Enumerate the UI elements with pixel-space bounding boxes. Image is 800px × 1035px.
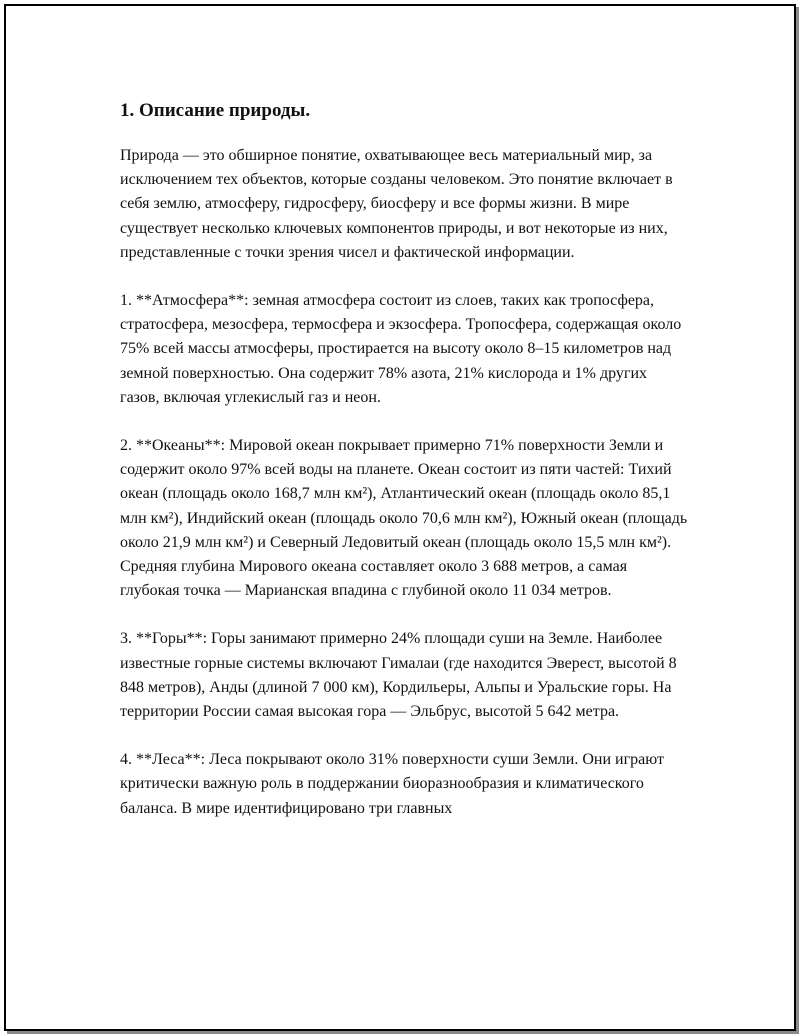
mountains-paragraph: 3. **Горы**: Горы занимают примерно 24% площади суши на Земле. Наиболее известные горные системы включают Гималаи (где находится Эверест, высотой 8 848 метров), Анды (длиной 7 000 км), Кордильеры, Альпы и Уральские горы. На территории России самая высокая гора — Эльбрус, высотой 5 642 метра. xyxy=(120,630,677,721)
intro-paragraph: Природа — это обширное понятие, охватывающее весь материальный мир, за исключением тех объектов, которые созданы человеком. Это понятие включает в себя землю, атмосферу, гидросферу, биосферу и все формы жизни. В мире существует несколько ключевых компонентов природы, и вот некоторые из них, представленные с точки зрения чисел и фактической информации. xyxy=(120,147,673,261)
atmosphere-paragraph: 1. **Атмосфера**: земная атмосфера состоит из слоев, таких как тропосфера, стратосфера, мезосфера, термосфера и экзосфера. Тропосфера, содержащая около 75% всей массы атмосферы, простирается на высоту около 8–15 километров над земной поверхностью. Она содержит 78% азота, 21% кислорода и 1% других газов, включая углекислый газ и неон. xyxy=(120,292,682,406)
oceans-paragraph: 2. **Океаны**: Мировой океан покрывает примерно 71% поверхности Земли и содержит около 97% всей воды на планете. Океан состоит из пяти частей: Тихий океан (площадь около 168,7 млн км²), Атлантический океан (площадь около 85,1 млн км²), Индийский океан (площадь около 70,6 млн км²), Южный океан (площадь около 21,9 млн км²) и Северный Ледовитый океан (площадь около 15,5 млн км²). Средняя глубина Мирового океана составляет около 3 688 метров, а самая глубокая точка — Марианская впадина с глубиной около 11 034 метров. xyxy=(120,437,688,600)
section-heading: 1. Описание природы. xyxy=(120,100,311,121)
document-content xyxy=(120,98,690,845)
forests-paragraph: 4. **Леса**: Леса покрывают около 31% поверхности суши Земли. Они играют критически важную роль в поддержании биоразнообразия и климатического баланса. В мире идентифицировано три главных xyxy=(120,751,664,817)
document-page xyxy=(4,4,796,1031)
